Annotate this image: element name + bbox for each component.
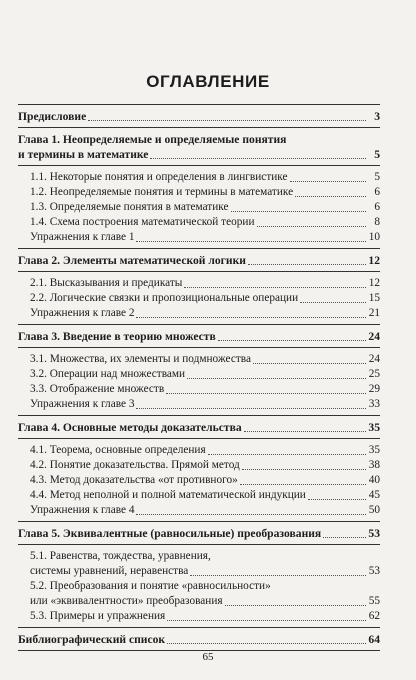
toc-entry-text: 1.4. Схема построения математической теории <box>30 216 255 228</box>
toc-preface <box>18 109 380 124</box>
toc-entry-text: Глава 3. Введение в теорию множеств <box>18 330 216 343</box>
leader-dots <box>190 575 366 576</box>
toc-page-number: 24 <box>368 353 380 365</box>
leader-dots <box>167 620 366 621</box>
divider <box>18 544 380 545</box>
page-number: 65 <box>202 651 214 663</box>
leader-dots <box>308 499 366 500</box>
divider <box>18 324 380 325</box>
toc-page-number: 40 <box>368 474 380 486</box>
toc-page-number: 3 <box>374 110 380 123</box>
toc-entry-text: Упражнения к главе 3 <box>30 398 135 410</box>
leader-dots <box>167 643 366 644</box>
toc-page-number: 62 <box>368 610 380 622</box>
leader-dots <box>136 317 366 318</box>
leader-dots <box>323 537 366 538</box>
leader-dots <box>218 340 366 341</box>
leader-dots <box>290 181 366 182</box>
divider <box>18 104 380 105</box>
toc-section <box>18 503 380 518</box>
toc-chapter-1-line: Глава 1. Неопределяемые и определяемые понятия <box>18 133 287 146</box>
divider <box>18 415 380 416</box>
toc-page-number: 24 <box>368 330 380 343</box>
leader-dots <box>240 484 366 485</box>
toc-entry-text: Упражнения к главе 1 <box>30 231 135 243</box>
divider <box>18 347 380 348</box>
toc-section-line: 5.1. Равенства, тождества, уравнения, <box>30 550 211 562</box>
leader-dots <box>242 469 366 470</box>
leader-dots <box>136 514 366 515</box>
divider <box>18 271 380 272</box>
toc-page-number: 53 <box>368 527 380 540</box>
table-of-contents <box>18 101 380 655</box>
leader-dots <box>257 226 366 227</box>
toc-section <box>18 352 380 367</box>
toc-chapter-1 <box>18 147 380 162</box>
toc-page-number: 5 <box>374 171 380 183</box>
toc-page-number: 38 <box>368 459 380 471</box>
toc-entry-text: 3.1. Множества, их элементы и подмножества <box>30 353 252 365</box>
toc-page-number: 6 <box>374 201 380 213</box>
toc-page-number: 21 <box>368 307 380 319</box>
toc-section <box>18 594 380 609</box>
divider <box>18 165 380 166</box>
leader-dots <box>88 120 366 121</box>
toc-entry-text: Предисловие <box>18 110 87 123</box>
leader-dots <box>136 408 366 409</box>
toc-entry-text: 2.1. Высказывания и предикаты <box>30 277 183 289</box>
toc-entry-text: или «эквивалентности» преобразования <box>30 595 223 607</box>
leader-dots <box>231 211 366 212</box>
toc-chapter-2 <box>18 253 380 268</box>
toc-entry-text: 2.2. Логические связки и пропозициональные операции <box>30 292 299 304</box>
leader-dots <box>295 196 366 197</box>
toc-entry-text: Упражнения к главе 2 <box>30 307 135 319</box>
divider <box>18 248 380 249</box>
toc-page-number: 35 <box>368 421 380 434</box>
toc-section <box>18 367 380 382</box>
toc-entry-text: системы уравнений, неравенства <box>30 565 189 577</box>
toc-entry-text: 3.2. Операции над множествами <box>30 368 186 380</box>
toc-section <box>18 564 380 579</box>
toc-section <box>18 291 380 306</box>
leader-dots <box>225 605 366 606</box>
toc-entry-text: 5.3. Примеры и упражнения <box>30 610 166 622</box>
divider <box>18 521 380 522</box>
toc-section-line: 5.2. Преобразования и понятие «равносильности» <box>30 580 271 592</box>
toc-entry-text: 4.3. Метод доказательства «от противного» <box>30 474 238 486</box>
toc-page-number: 25 <box>368 368 380 380</box>
divider <box>18 627 380 628</box>
leader-dots <box>300 302 366 303</box>
toc-section <box>18 443 380 458</box>
toc-section <box>18 473 380 488</box>
toc-section <box>18 200 380 215</box>
toc-entry-text: 4.4. Метод неполной и полной математической индукции <box>30 489 306 501</box>
toc-section <box>18 397 380 412</box>
toc-section <box>18 609 380 624</box>
toc-section <box>18 230 380 245</box>
divider <box>18 438 380 439</box>
toc-page-number: 8 <box>374 216 380 228</box>
leader-dots <box>136 241 366 242</box>
toc-entry-text: 3.3. Отображение множеств <box>30 383 165 395</box>
leader-dots <box>208 454 366 455</box>
leader-dots <box>187 378 366 379</box>
leader-dots <box>253 363 366 364</box>
toc-section <box>18 276 380 291</box>
toc-section <box>18 382 380 397</box>
leader-dots <box>166 393 366 394</box>
toc-page-number: 55 <box>368 595 380 607</box>
toc-section <box>18 185 380 200</box>
toc-entry-text: 1.1. Некоторые понятия и определения в лингвистике <box>30 171 288 183</box>
toc-page-number: 50 <box>368 504 380 516</box>
toc-page-number: 12 <box>368 277 380 289</box>
toc-entry-text: 1.2. Неопределяемые понятия и термины в математике <box>30 186 294 198</box>
toc-entry-text: Глава 5. Эквивалентные (равносильные) преобразования <box>18 527 322 540</box>
toc-chapter-3 <box>18 329 380 344</box>
toc-entry-text: Глава 2. Элементы математической логики <box>18 254 246 267</box>
toc-page-number: 15 <box>368 292 380 304</box>
toc-chapter-4 <box>18 420 380 435</box>
toc-entry-text: 4.1. Теорема, основные определения <box>30 444 206 456</box>
toc-bibliography <box>18 632 380 647</box>
toc-page-number: 12 <box>368 254 380 267</box>
toc-section <box>18 488 380 503</box>
toc-page-number: 29 <box>368 383 380 395</box>
toc-entry-text: Библиографический список <box>18 633 166 646</box>
toc-page-number: 33 <box>368 398 380 410</box>
toc-section <box>18 458 380 473</box>
leader-dots <box>184 287 366 288</box>
leader-dots <box>150 158 366 159</box>
toc-section <box>18 170 380 185</box>
toc-page-number: 45 <box>368 489 380 501</box>
toc-entry-text: Упражнения к главе 4 <box>30 504 135 516</box>
toc-page-number: 6 <box>374 186 380 198</box>
toc-chapter-5 <box>18 526 380 541</box>
toc-entry-text: 4.2. Понятие доказательства. Прямой метод <box>30 459 240 471</box>
toc-entry-text: и термины в математике <box>18 148 149 161</box>
toc-page-number: 35 <box>368 444 380 456</box>
divider <box>18 127 380 128</box>
toc-page-number: 10 <box>368 231 380 243</box>
toc-page-number: 53 <box>368 565 380 577</box>
toc-page-number: 5 <box>374 148 380 161</box>
toc-page-number: 64 <box>368 633 380 646</box>
leader-dots <box>248 264 366 265</box>
toc-entry-text: 1.3. Определяемые понятия в математике <box>30 201 229 213</box>
toc-section <box>18 215 380 230</box>
toc-entry-text: Глава 4. Основные методы доказательства <box>18 421 242 434</box>
page-title: ОГЛАВЛЕНИЕ <box>146 72 270 91</box>
leader-dots <box>244 431 366 432</box>
toc-section <box>18 306 380 321</box>
